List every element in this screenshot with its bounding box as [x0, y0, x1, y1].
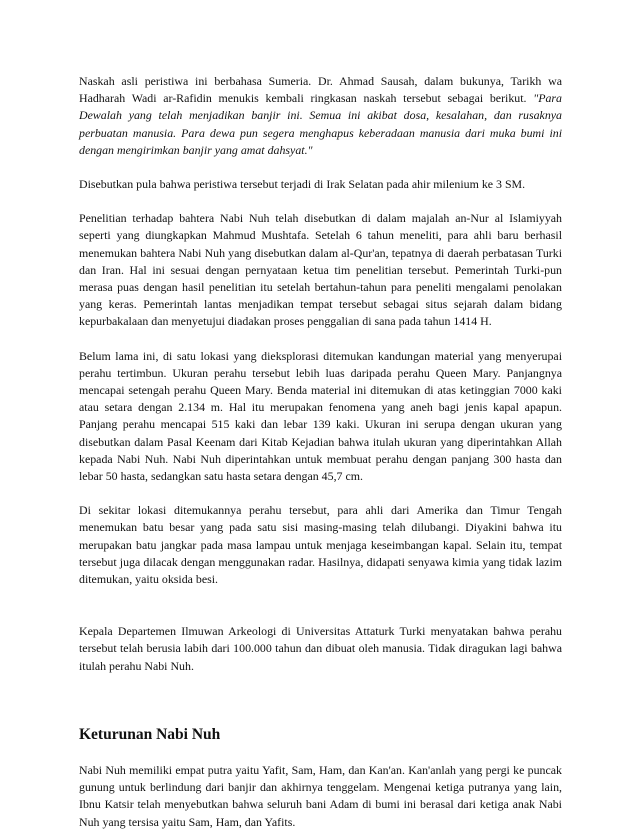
- paragraph-sumerian-text: [79, 73, 562, 159]
- section-heading: Keturunan Nabi Nuh: [79, 725, 221, 743]
- paragraph-irak-selatan: Disebutkan pula bahwa peristiwa tersebut terjadi di Irak Selatan pada ahir milenium ke 3 SM.: [79, 177, 526, 192]
- document-page: [79, 73, 562, 831]
- paragraph-kepala-departemen: Kepala Departemen Ilmuwan Arkeologi di Universitas Attaturk Turki menyatakan bahwa perahu tersebut telah berusia labih dari 100.000 tahun dan dibuat oleh manusia. Tidak diragukan lagi bahwa itulah perahu Nabi Nuh.: [79, 624, 562, 673]
- paragraph-lead: Naskah asli peristiwa ini berbahasa Sumeria. Dr. Ahmad Sausah, dalam bukunya, Tarikh wa Hadharah Wadi ar-Rafidin menukis kembali ringkasan naskah tersebut sebagai berikut.: [79, 74, 562, 106]
- quote-italic: "Para Dewalah yang telah menjadikan banjir ini. Semua ini akibat dosa, kesalahan, dan rusaknya perbuatan manusia. Para dewa pun segera menghapus keberadaan manusia dari muka bumi ini dengan mengirimkan banjir yang amat dahsyat.": [79, 91, 562, 157]
- paragraph-keturunan: Nabi Nuh memiliki empat putra yaitu Yafit, Sam, Ham, dan Kan'an. Kan'anlah yang pergi ke puncak gunung untuk berlindung dari banjir dan akhirnya tenggelam. Mengenai ketiga putranya yang lain, Ibnu Katsir telah menyebutkan bahwa seluruh bani Adam di bumi ini berasal dari ketiga anak Nabi Nuh yang tersisa yaitu Sam, Ham, dan Yafits.: [79, 762, 562, 829]
- paragraph-penelitian: Penelitian terhadap bahtera Nabi Nuh telah disebutkan di dalam majalah an-Nur al Islamiyyah seperti yang diungkapkan Mahmud Mushtafa. Setelah 6 tahun meneliti, para ahli baru berhasil menemukan bahtera Nabi Nuh yang disebutkan dalam al-Qur'an, tepatnya di daerah perbatasan Turki dan Iran. Hal ini sesuai dengan pernyataan ketua tim penelitian tersebut. Pemerintah Turki-pun merasa puas dengan hasil penelitian itu setelah bertahun-tahun para peneliti mengalami penolakan yang keras. Pemerintah lantas menjadikan tempat tersebut sebagai situs sejarah dalam bidang kepurbakalaan dan menyetujui diadakan proses penggalian di sana pada tahun 1414 H.: [79, 211, 562, 329]
- paragraph-material-perahu: Belum lama ini, di satu lokasi yang dieksplorasi ditemukan kandungan material yang menyerupai perahu tertimbun. Ukuran perahu tersebut lebih luas daripada perahu Queen Mary. Panjangnya mencapai setengah perahu Queen Mary. Benda material ini ditemukan di atas ketinggian 7000 kaki atau setara dengan 2.134 m. Hal itu merupakan fenomena yang aneh bagi jenis kapal apapun. Panjang perahu mencapai 515 kaki dan lebar 139 kaki. Ukuran ini serupa dengan ukuran yang disebutkan dalam Pasal Keenam dari Kitab Kejadian bahwa itulah ukuran yang diperintahkan Allah kepada Nabi Nuh. Nabi Nuh diperintahkan untuk membuat perahu dengan panjang 300 hasta dan lebar 50 hasta, sedangkan satu hasta setara dengan 45,7 cm.: [79, 348, 562, 484]
- paragraph-batu-jangkar: Di sekitar lokasi ditemukannya perahu tersebut, para ahli dari Amerika dan Timur Tengah menemukan batu besar yang pada satu sisi masing-masing telah dilubangi. Diyakini bahwa itu merupakan batu jangkar pada masa lampau untuk menjaga keseimbangan kapal. Selain itu, tempat tersebut juga dilacak dengan menggunakan radar. Hasilnya, didapati senyawa kimia yang tidak lazim ditemukan, yaitu oksida besi.: [79, 503, 562, 587]
